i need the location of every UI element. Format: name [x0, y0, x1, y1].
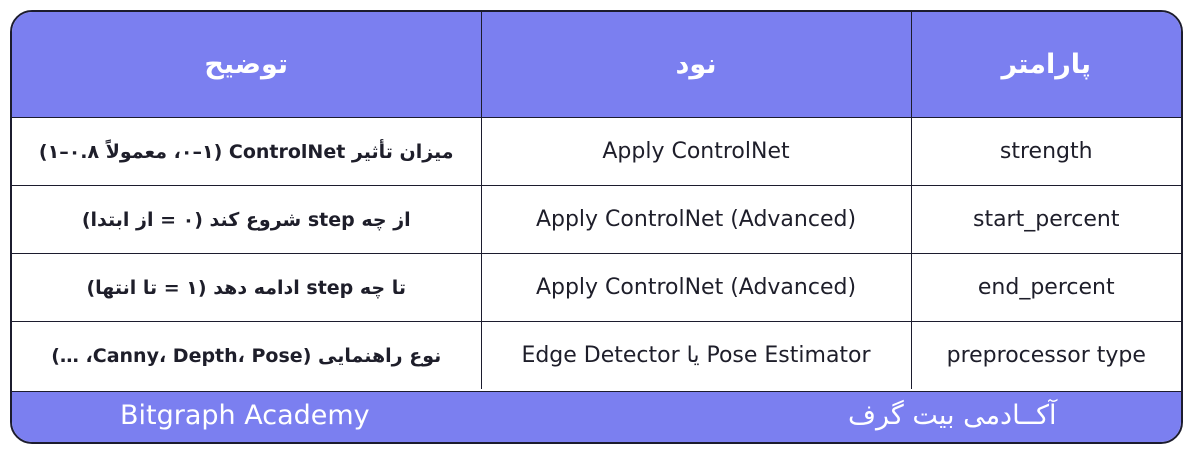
row-parameter: preprocessor type: [911, 322, 1181, 390]
table-row: [12, 186, 1181, 254]
row-parameter: end_percent: [911, 254, 1181, 322]
table-row: [12, 254, 1181, 322]
header-node: نود: [481, 12, 911, 118]
row-description: نوع راهنمایی (Canny، Depth، Pose، …): [12, 322, 481, 390]
row-description: میزان تأثیر ControlNet (۰–۱، معمولاً ۰.۸–۱): [12, 118, 481, 186]
row-description: تا چه step ادامه دهد (۱ = تا انتها): [12, 254, 481, 322]
row-node: Apply ControlNet (Advanced): [481, 254, 911, 322]
brand-name-english: Bitgraph Academy: [120, 400, 370, 431]
table-row: [12, 118, 1181, 186]
brand-name-persian: آکــادمی بیت گرف: [848, 400, 1057, 431]
row-node: Apply ControlNet: [481, 118, 911, 186]
row-node: Edge Detector یا Pose Estimator: [481, 322, 911, 390]
parameter-table: [12, 12, 1181, 389]
parameter-table-card: [10, 10, 1183, 444]
footer-bar: [12, 391, 1181, 442]
header-parameter: پارامتر: [911, 12, 1181, 118]
table-row: [12, 322, 1181, 390]
row-node: Apply ControlNet (Advanced): [481, 186, 911, 254]
row-parameter: strength: [911, 118, 1181, 186]
row-parameter: start_percent: [911, 186, 1181, 254]
row-description: از چه step شروع کند (۰ = از ابتدا): [12, 186, 481, 254]
header-description: توضیح: [12, 12, 481, 118]
table-header-row: [12, 12, 1181, 118]
